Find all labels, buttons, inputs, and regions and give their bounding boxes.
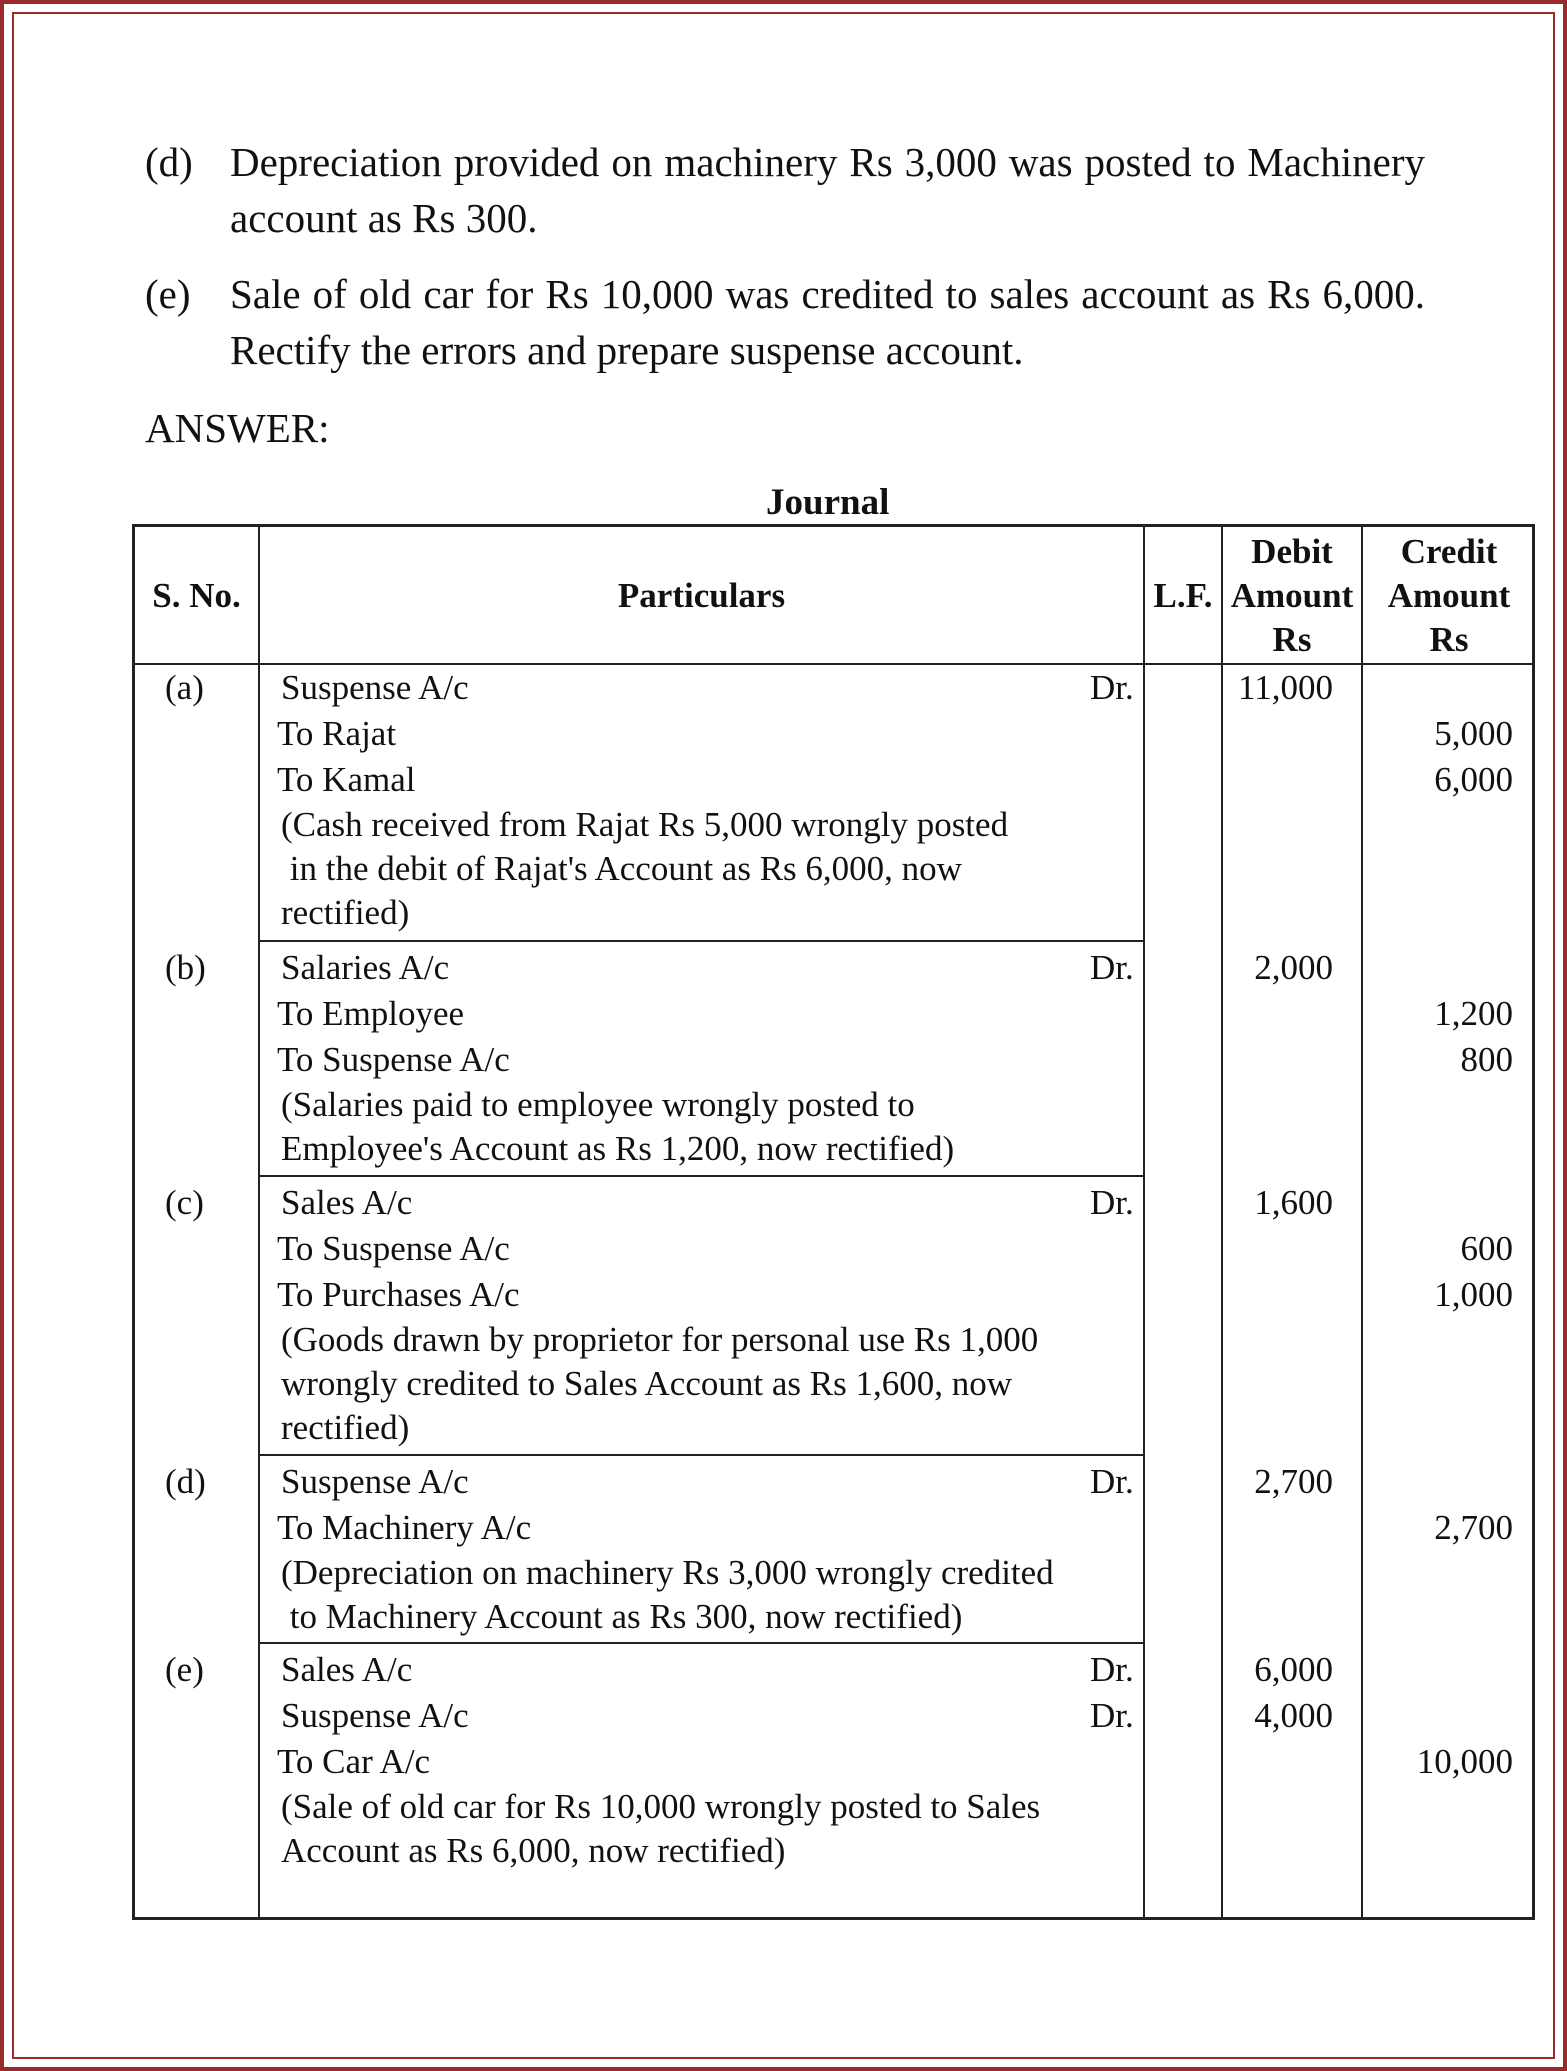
debit-marker: Dr. (1090, 1183, 1134, 1222)
entry-account-line: To Rajat (277, 714, 397, 753)
entry-narration: (Sale of old car for Rs 10,000 wrongly posted to Sales (281, 1787, 1041, 1826)
debit-marker: Dr. (1090, 668, 1134, 707)
entry-narration: rectified) (281, 893, 410, 932)
entry-account-line: Suspense A/c (281, 1462, 469, 1501)
entry-narration: Account as Rs 6,000, now rectified) (281, 1831, 786, 1870)
entry-sno: (d) (165, 1462, 206, 1501)
entry-account-line: Salaries A/c (281, 948, 450, 987)
credit-amount: 1,200 (1434, 994, 1513, 1033)
entry-account-line: To Purchases A/c (277, 1275, 520, 1314)
header-debit-line: Rs (1272, 620, 1312, 659)
entry-account-line: Sales A/c (281, 1183, 413, 1222)
entry-sno: (e) (165, 1650, 204, 1689)
debit-amount: 11,000 (1238, 668, 1333, 707)
entry-sno: (a) (165, 668, 204, 707)
entry-divider (259, 1454, 1143, 1456)
entry-account-line: Sales A/c (281, 1650, 413, 1689)
debit-amount: 2,700 (1254, 1462, 1333, 1501)
journal-table (132, 524, 1535, 1920)
debit-amount: 1,600 (1254, 1183, 1333, 1222)
question-e (145, 266, 1425, 378)
header-credit-line: Credit (1400, 532, 1498, 571)
column-divider (258, 527, 260, 1917)
entry-account-line: To Suspense A/c (277, 1229, 510, 1268)
header-debit-line: Amount (1230, 576, 1354, 615)
credit-amount: 1,000 (1434, 1275, 1513, 1314)
entry-account-line: To Suspense A/c (277, 1040, 510, 1079)
column-divider (1143, 527, 1145, 1917)
entry-narration: Employee's Account as Rs 1,200, now rectified) (281, 1129, 955, 1168)
debit-amount: 2,000 (1254, 948, 1333, 987)
credit-amount: 5,000 (1434, 714, 1513, 753)
header-debit (1221, 530, 1363, 662)
credit-amount: 10,000 (1416, 1742, 1513, 1781)
answer-heading: ANSWER: (145, 405, 330, 451)
header-credit (1363, 530, 1535, 662)
entry-narration: to Machinery Account as Rs 300, now rectified) (281, 1597, 963, 1636)
question-label: (e) (145, 271, 191, 317)
entry-narration: (Goods drawn by proprietor for personal use Rs 1,000 (281, 1320, 1039, 1359)
debit-marker: Dr. (1090, 1462, 1134, 1501)
entry-divider (259, 1642, 1143, 1644)
entry-account-line: To Machinery A/c (277, 1508, 532, 1547)
question-label: (d) (145, 139, 193, 185)
credit-amount: 600 (1460, 1229, 1513, 1268)
entry-account-line: Suspense A/c (281, 1696, 469, 1735)
journal-title: Journal (766, 482, 890, 523)
entry-divider (259, 940, 1143, 942)
entry-divider (259, 1175, 1143, 1177)
debit-marker: Dr. (1090, 948, 1134, 987)
entry-narration: wrongly credited to Sales Account as Rs 1,600, now (281, 1364, 1013, 1403)
credit-amount: 2,700 (1434, 1508, 1513, 1547)
entry-sno: (c) (165, 1183, 204, 1222)
header-lf: L.F. (1153, 576, 1213, 615)
header-debit-line: Debit (1251, 532, 1333, 571)
entry-account-line: To Kamal (277, 760, 416, 799)
entry-account-line: To Employee (277, 994, 465, 1033)
header-sno: S. No. (152, 576, 241, 615)
question-text: Depreciation provided on machinery Rs 3,000 was posted to Machinery account as Rs 300. (230, 139, 1425, 241)
entry-narration: rectified) (281, 1408, 410, 1447)
question-text: Sale of old car for Rs 10,000 was credited to sales account as Rs 6,000. Rectify the errors and prepare suspense account. (230, 271, 1425, 373)
entry-account-line: Suspense A/c (281, 668, 469, 707)
header-credit-line: Amount (1387, 576, 1511, 615)
header-particulars: Particulars (617, 576, 786, 615)
debit-amount: 6,000 (1254, 1650, 1333, 1689)
question-d (145, 134, 1425, 246)
credit-amount: 6,000 (1434, 760, 1513, 799)
entry-narration: (Cash received from Rajat Rs 5,000 wrongly posted (281, 805, 1009, 844)
debit-amount: 4,000 (1254, 1696, 1333, 1735)
debit-marker: Dr. (1090, 1696, 1134, 1735)
entry-account-line: To Car A/c (277, 1742, 431, 1781)
entry-narration: (Depreciation on machinery Rs 3,000 wrongly credited (281, 1553, 1054, 1592)
credit-amount: 800 (1460, 1040, 1513, 1079)
entry-narration: in the debit of Rajat's Account as Rs 6,000, now (281, 849, 962, 888)
entry-sno: (b) (165, 948, 206, 987)
entry-narration: (Salaries paid to employee wrongly posted to (281, 1085, 915, 1124)
header-credit-line: Rs (1429, 620, 1469, 659)
debit-marker: Dr. (1090, 1650, 1134, 1689)
